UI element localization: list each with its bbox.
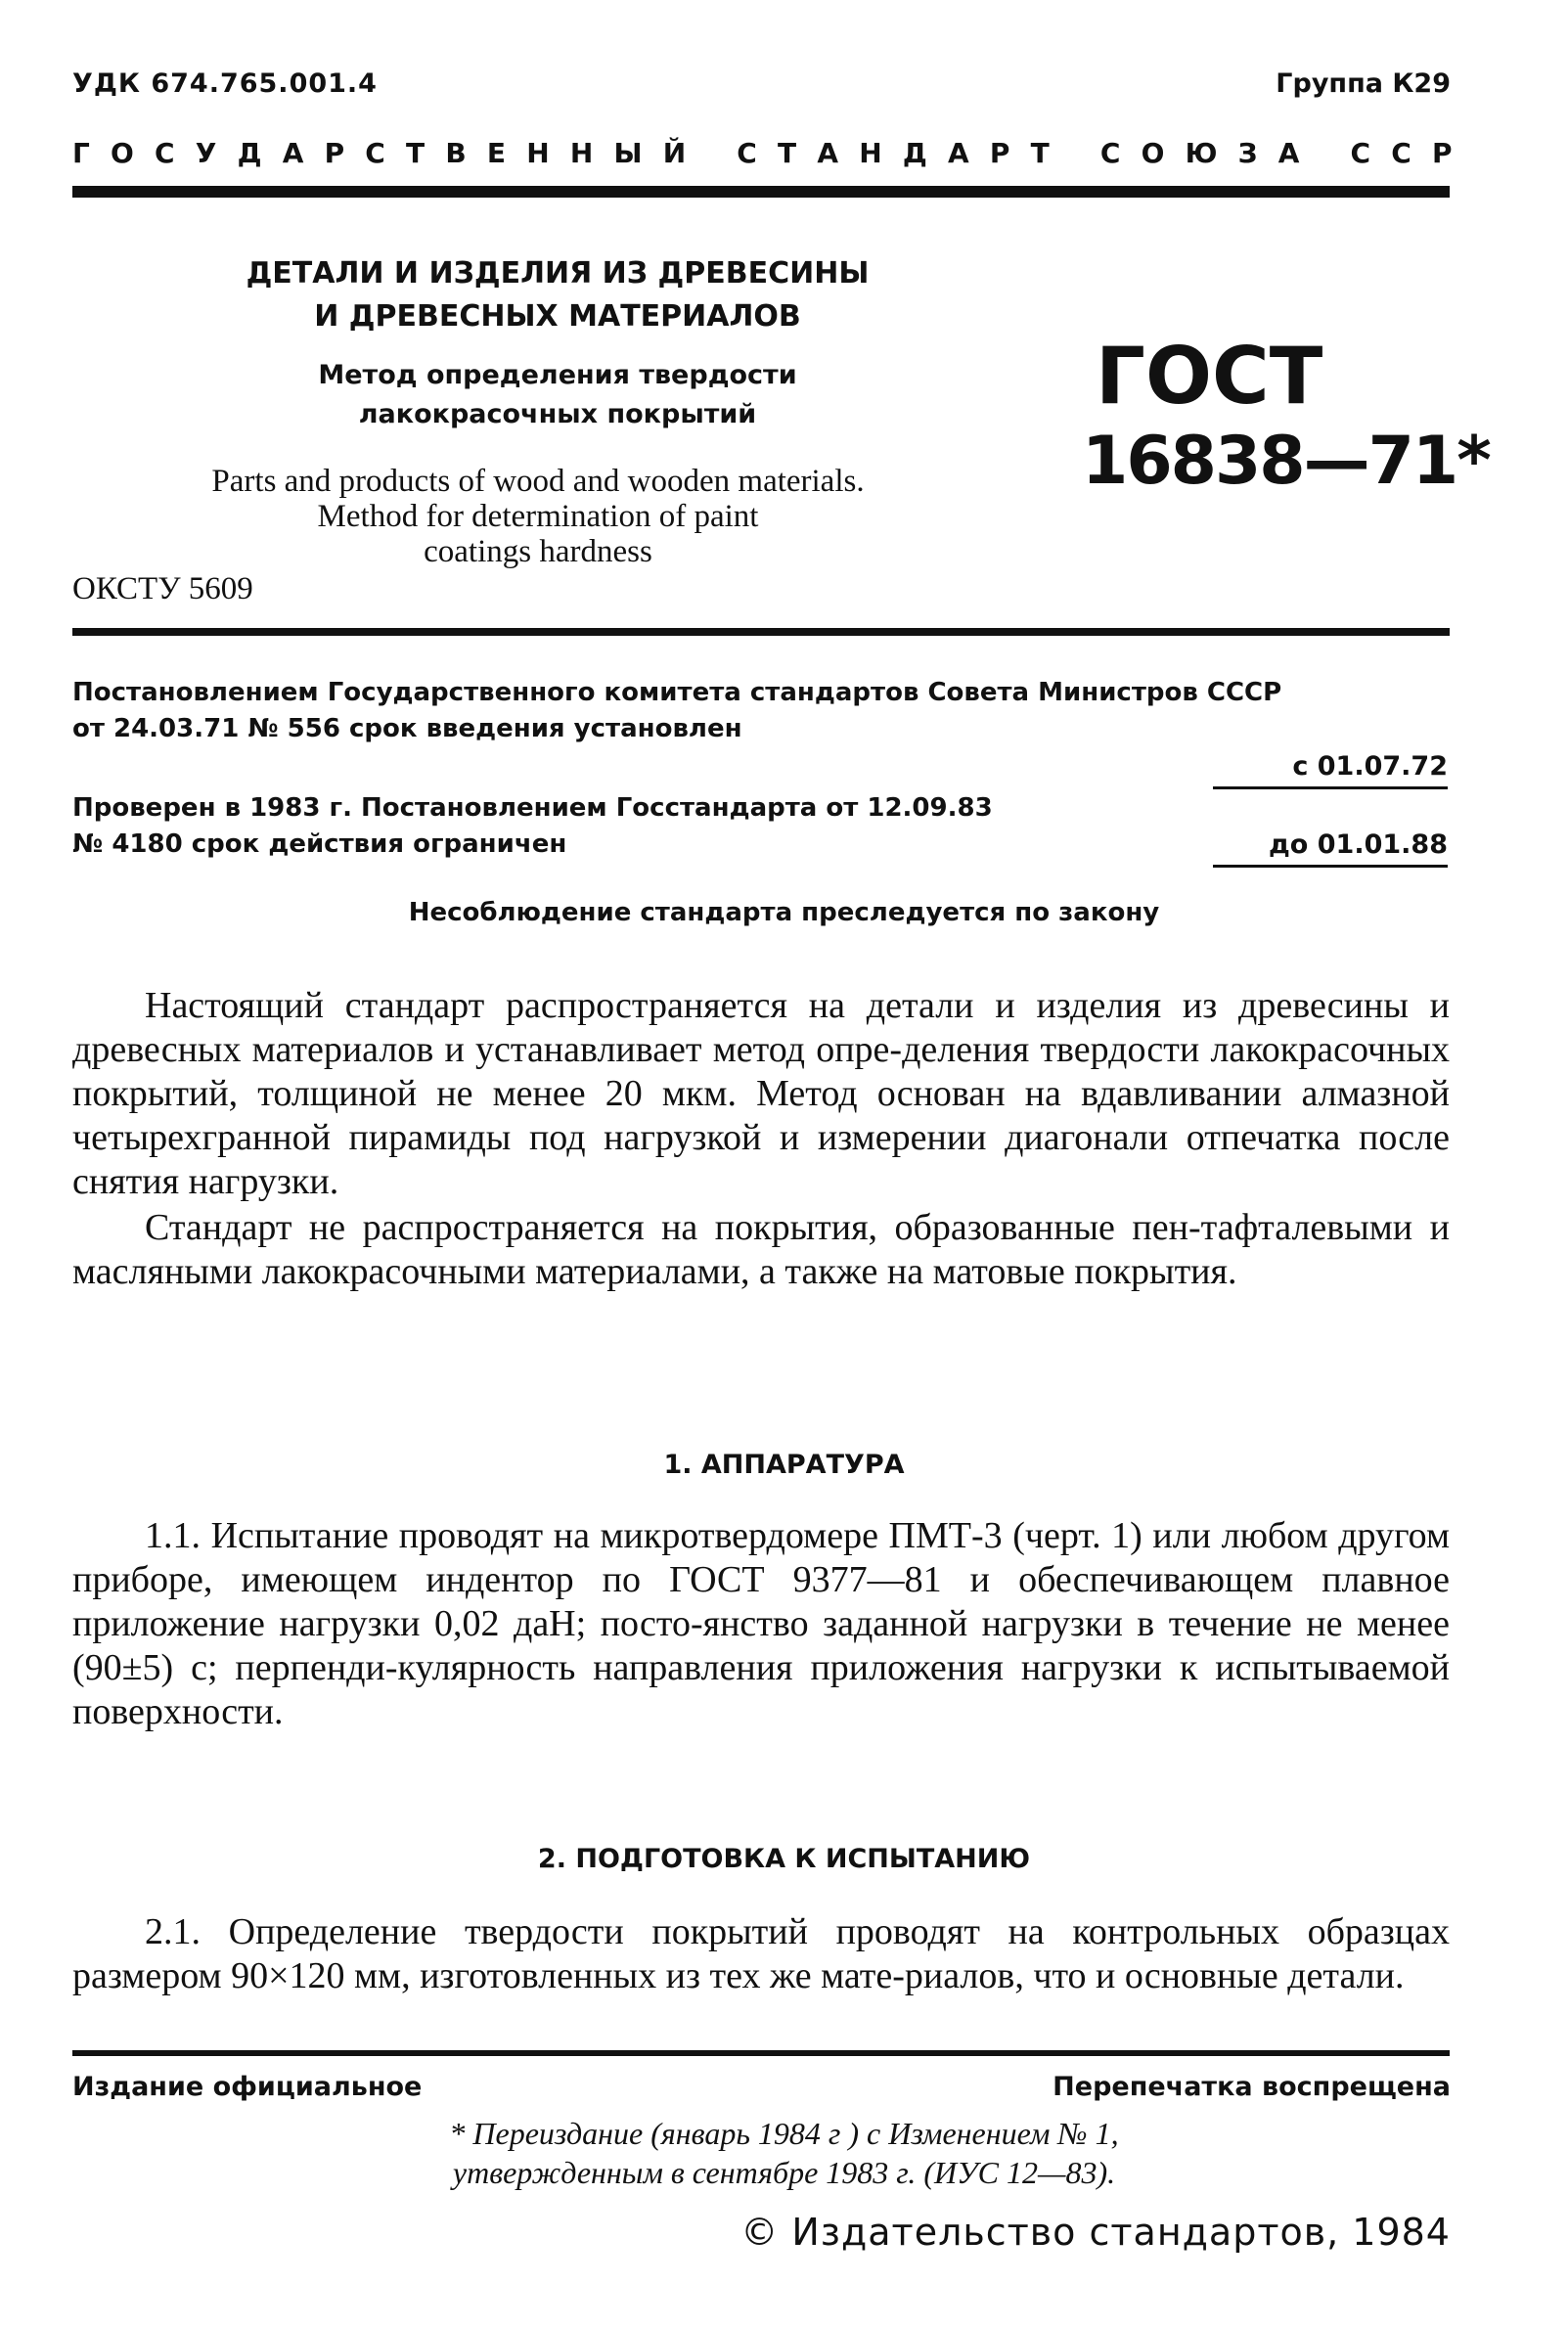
footer-thick-rule	[72, 2050, 1450, 2056]
check-line-2: № 4180 срок действия ограничен	[72, 829, 567, 859]
subtitle-line-2: лакокрасочных покрытий	[358, 399, 757, 429]
reprint-prohibited: Перепечатка воспрещена	[1053, 2072, 1451, 2102]
publisher-copyright: © Издательство стандартов, 1984	[740, 2211, 1451, 2254]
date-introduced: с 01.07.72	[1292, 751, 1448, 782]
title-line-2: И ДРЕВЕСНЫХ МАТЕРИАЛОВ	[314, 299, 801, 334]
section-1-text	[72, 1514, 1450, 1734]
decree-line-2: от 24.03.71 № 556 срок введения установлен	[72, 714, 742, 743]
udk-code: УДК 674.765.001.4	[72, 68, 378, 99]
title-block	[186, 252, 929, 434]
english-title	[98, 464, 978, 569]
section-2-paragraph-1: 2.1. Определение твердости покрытий проводят на контрольных образцах размером 90×120 мм, изготовленных из тех же мате-риалов, что и основные детали.	[72, 1911, 1450, 1996]
date-valid-until-underline	[1213, 865, 1448, 868]
intro-paragraph-2: Стандарт не распространяется на покрытия, образованные пен-тафталевыми и масляными лакокрасочными материалами, а также на матовые покрытия.	[72, 1207, 1450, 1292]
english-title-line-2: Method for determination of paint	[317, 499, 759, 534]
footnote-line-1: * Переиздание (январь 1984 г ) с Изменением № 1,	[449, 2116, 1119, 2151]
state-standard-banner: ГОСУДАРСТВЕННЫЙ СТАНДАРТ СОЮЗА ССР	[72, 137, 1473, 169]
date-valid-until: до 01.01.88	[1269, 829, 1448, 860]
title-line-1: ДЕТАЛИ И ИЗДЕЛИЯ ИЗ ДРЕВЕСИНЫ	[246, 256, 870, 291]
section-2-text	[72, 1910, 1450, 1998]
check-line-1: Проверен в 1983 г. Постановлением Госстандарта от 12.09.83	[72, 793, 993, 823]
subtitle-line-1: Метод определения твердости	[318, 360, 797, 390]
gost-label: ГОСТ	[1096, 331, 1323, 422]
footnote-line-2: утвержденным в сентябре 1983 г. (ИУС 12—83).	[452, 2155, 1116, 2190]
legal-notice: Несоблюдение стандарта преследуется по закону	[408, 898, 1160, 927]
gost-number: 16838—71*	[1082, 423, 1490, 500]
date-introduced-underline	[1213, 786, 1448, 789]
okstu-code: ОКСТУ 5609	[72, 571, 253, 606]
header-thick-rule	[72, 186, 1450, 198]
reissue-footnote	[0, 2114, 1568, 2192]
intro-text	[72, 984, 1450, 1294]
section-1-title: 1. АППАРАТУРА	[663, 1450, 905, 1480]
group-code: Группа К29	[1276, 68, 1451, 99]
english-title-line-3: coatings hardness	[424, 534, 652, 569]
english-title-line-1: Parts and products of wood and wooden materials.	[211, 464, 865, 499]
title-thick-rule	[72, 628, 1450, 636]
intro-paragraph-1: Настоящий стандарт распространяется на детали и изделия из древесины и древесных материалов и устанавливает метод опре-деления твердости лакокрасочных покрытий, толщиной не менее 20 мкм. Метод основан на вдавливании алмазной четырехгранной пирамиды под нагрузкой и измерении диагонали отпечатка после снятия нагрузки.	[72, 985, 1450, 1202]
section-2-title: 2. ПОДГОТОВКА К ИСПЫТАНИЮ	[537, 1844, 1031, 1874]
section-1-paragraph-1: 1.1. Испытание проводят на микротвердомере ПМТ-3 (черт. 1) или любом другом приборе, имеющем индентор по ГОСТ 9377—81 и обеспечивающем плавное приложение нагрузки 0,02 даН; посто-янство заданной нагрузки в течение не менее (90±5) с; перпенди-кулярность направления приложения нагрузки к испытываемой поверхности.	[72, 1515, 1450, 1732]
decree-line-1: Постановлением Государственного комитета стандартов Совета Министров СССР	[72, 678, 1282, 707]
official-edition: Издание официальное	[72, 2072, 423, 2102]
